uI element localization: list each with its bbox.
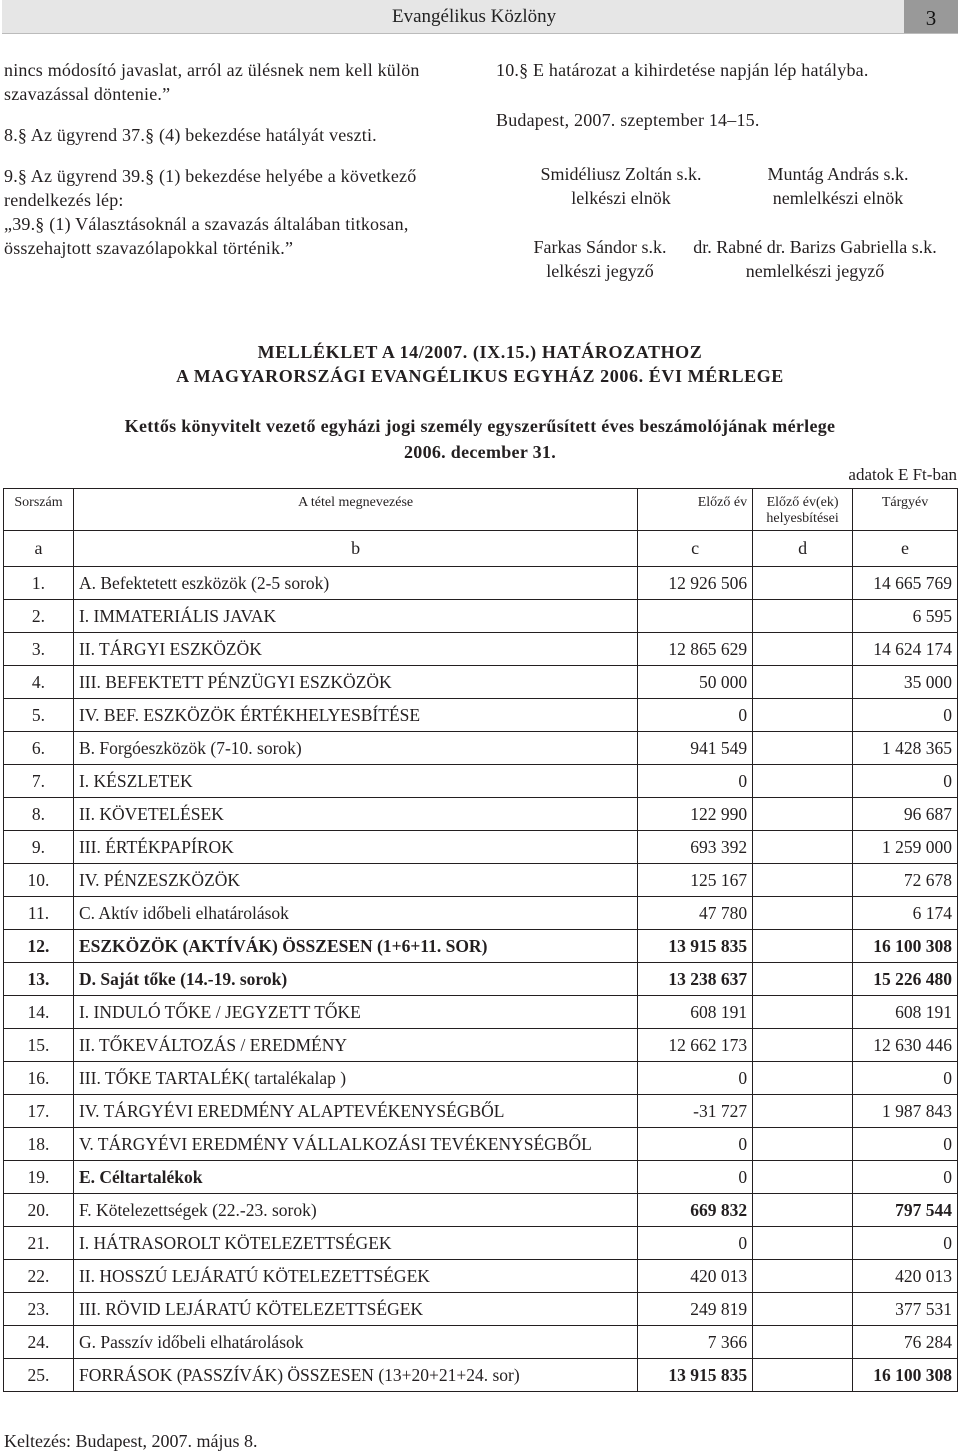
table-row	[4, 1128, 958, 1161]
journal-title: Evangélikus Közlöny	[392, 6, 557, 27]
table-row	[4, 567, 958, 600]
journal-header	[2, 0, 958, 34]
row-number: 7.	[4, 765, 74, 798]
correction-value	[753, 1326, 853, 1359]
column-letter: c	[638, 531, 753, 567]
correction-value	[753, 567, 853, 600]
row-name: IV. TÁRGYÉVI EREDMÉNY ALAPTEVÉKENYSÉGBŐL	[73, 1095, 637, 1128]
row-name: I. INDULÓ TŐKE / JEGYZETT TŐKE	[73, 996, 637, 1029]
row-number: 11.	[4, 897, 74, 930]
table-row	[4, 1029, 958, 1062]
prev-year-value: 0	[638, 1128, 753, 1161]
column-header: Tárgyév	[853, 489, 958, 531]
row-number: 19.	[4, 1161, 74, 1194]
row-number: 15.	[4, 1029, 74, 1062]
table-row	[4, 1095, 958, 1128]
table-row	[4, 897, 958, 930]
left-column-text	[4, 58, 474, 260]
signature-name: dr. Rabné dr. Barizs Gabriella s.k.	[693, 237, 937, 257]
row-name: F. Kötelezettségek (22.-23. sorok)	[73, 1194, 637, 1227]
signature-name: Farkas Sándor s.k.	[533, 237, 667, 257]
row-number: 17.	[4, 1095, 74, 1128]
column-header: Előző év	[638, 489, 753, 531]
correction-value	[753, 765, 853, 798]
left-line: rendelkezés lép:	[4, 190, 124, 210]
row-number: 12.	[4, 930, 74, 963]
annex-title: MELLÉKLET A 14/2007. (IX.15.) HATÁROZATHOZ	[257, 342, 703, 362]
row-number: 24.	[4, 1326, 74, 1359]
table-header-row	[4, 489, 958, 531]
prev-year-value: 693 392	[638, 831, 753, 864]
correction-value	[753, 1293, 853, 1326]
row-name: I. IMMATERIÁLIS JAVAK	[73, 600, 637, 633]
prev-year-value: 125 167	[638, 864, 753, 897]
prev-year-value: 13 915 835	[638, 1359, 753, 1392]
row-number: 9.	[4, 831, 74, 864]
row-name: D. Saját tőke (14.-19. sorok)	[73, 963, 637, 996]
prev-year-value: 50 000	[638, 666, 753, 699]
correction-value	[753, 798, 853, 831]
correction-value	[753, 930, 853, 963]
row-name: I. KÉSZLETEK	[73, 765, 637, 798]
correction-value	[753, 1359, 853, 1392]
current-year-value: 0	[853, 1128, 958, 1161]
table-row	[4, 930, 958, 963]
current-year-value: 0	[853, 1161, 958, 1194]
correction-value	[753, 666, 853, 699]
column-header: A tétel megnevezése	[73, 489, 637, 531]
row-name: C. Aktív időbeli elhatárolások	[73, 897, 637, 930]
current-year-value: 797 544	[853, 1194, 958, 1227]
table-row	[4, 1227, 958, 1260]
balance-date: 2006. december 31.	[403, 442, 557, 462]
correction-value	[753, 831, 853, 864]
footer-date: Keltezés: Budapest, 2007. május 8.	[4, 1431, 258, 1451]
row-number: 3.	[4, 633, 74, 666]
row-name: II. TŐKEVÁLTOZÁS / EREDMÉNY	[73, 1029, 637, 1062]
prev-year-value: 12 865 629	[638, 633, 753, 666]
signature-role: lelkészi elnök	[571, 188, 671, 208]
table-row	[4, 699, 958, 732]
table-row	[4, 1359, 958, 1392]
row-name: A. Befektetett eszközök (2-5 sorok)	[73, 567, 637, 600]
left-line: „39.§ (1) Választásoknál a szavazás általában titkosan,	[4, 214, 409, 234]
prev-year-value: 420 013	[638, 1260, 753, 1293]
row-number: 25.	[4, 1359, 74, 1392]
signature-block	[738, 162, 938, 210]
table-row	[4, 1062, 958, 1095]
left-line: összehajtott szavazólapokkal történik.”	[4, 238, 294, 258]
current-year-value: 1 259 000	[853, 831, 958, 864]
signature-block	[680, 235, 950, 283]
row-number: 6.	[4, 732, 74, 765]
prev-year-value: 12 662 173	[638, 1029, 753, 1062]
signature-role: nemlelkészi elnök	[772, 188, 904, 208]
table-row	[4, 1293, 958, 1326]
balance-subtitle: Kettős könyvitelt vezető egyházi jogi személy egyszerűsített éves beszámolójának mérlege	[124, 416, 836, 436]
table-row	[4, 831, 958, 864]
page-number: 3	[904, 0, 958, 33]
correction-value	[753, 1029, 853, 1062]
current-year-value: 377 531	[853, 1293, 958, 1326]
place-date: Budapest, 2007. szeptember 14–15.	[496, 110, 760, 130]
current-year-value: 12 630 446	[853, 1029, 958, 1062]
signature-name: Muntág András s.k.	[767, 164, 909, 184]
prev-year-value: 7 366	[638, 1326, 753, 1359]
column-letter: a	[4, 531, 74, 567]
prev-year-value: 47 780	[638, 897, 753, 930]
prev-year-value: 249 819	[638, 1293, 753, 1326]
signature-role: lelkészi jegyző	[546, 261, 654, 281]
correction-value	[753, 1260, 853, 1293]
column-letter: d	[753, 531, 853, 567]
prev-year-value: 0	[638, 1062, 753, 1095]
row-name: I. HÁTRASOROLT KÖTELEZETTSÉGEK	[73, 1227, 637, 1260]
row-number: 16.	[4, 1062, 74, 1095]
row-name: IV. PÉNZESZKÖZÖK	[73, 864, 637, 897]
row-number: 2.	[4, 600, 74, 633]
row-number: 5.	[4, 699, 74, 732]
correction-value	[753, 699, 853, 732]
row-name: III. ÉRTÉKPAPÍROK	[73, 831, 637, 864]
correction-value	[753, 1128, 853, 1161]
left-line: nincs módosító javaslat, arról az ülésnek nem kell külön	[4, 60, 420, 80]
left-line: 8.§ Az ügyrend 37.§ (4) bekezdése hatályát veszti.	[4, 125, 377, 145]
left-line: szavazással döntenie.”	[4, 84, 171, 104]
row-number: 18.	[4, 1128, 74, 1161]
signature-role: nemlelkészi jegyző	[745, 261, 885, 281]
table-row	[4, 963, 958, 996]
row-name: III. TŐKE TARTALÉK( tartalékalap )	[73, 1062, 637, 1095]
row-number: 20.	[4, 1194, 74, 1227]
current-year-value: 608 191	[853, 996, 958, 1029]
row-name: III. BEFEKTETT PÉNZÜGYI ESZKÖZÖK	[73, 666, 637, 699]
row-name: E. Céltartalékok	[73, 1161, 637, 1194]
prev-year-value: 941 549	[638, 732, 753, 765]
correction-value	[753, 996, 853, 1029]
correction-value	[753, 963, 853, 996]
column-header: Előző év(ek) helyesbítései	[753, 489, 853, 531]
current-year-value: 76 284	[853, 1326, 958, 1359]
current-year-value: 72 678	[853, 864, 958, 897]
current-year-value: 15 226 480	[853, 963, 958, 996]
current-year-value: 0	[853, 765, 958, 798]
column-letter: e	[853, 531, 958, 567]
current-year-value: 0	[853, 1062, 958, 1095]
row-number: 10.	[4, 864, 74, 897]
row-number: 1.	[4, 567, 74, 600]
table-row	[4, 1161, 958, 1194]
table-row	[4, 666, 958, 699]
row-number: 14.	[4, 996, 74, 1029]
annex-title: A MAGYARORSZÁGI EVANGÉLIKUS EGYHÁZ 2006. ÉVI MÉRLEGE	[176, 366, 784, 386]
current-year-value: 0	[853, 1227, 958, 1260]
current-year-value: 1 987 843	[853, 1095, 958, 1128]
current-year-value: 0	[853, 699, 958, 732]
prev-year-value: 0	[638, 765, 753, 798]
prev-year-value: 122 990	[638, 798, 753, 831]
prev-year-value: 0	[638, 1227, 753, 1260]
row-name: II. HOSSZÚ LEJÁRATÚ KÖTELEZETTSÉGEK	[73, 1260, 637, 1293]
row-number: 8.	[4, 798, 74, 831]
column-letter: b	[73, 531, 637, 567]
prev-year-value: 0	[638, 699, 753, 732]
current-year-value: 1 428 365	[853, 732, 958, 765]
table-row	[4, 1260, 958, 1293]
row-name: B. Forgóeszközök (7-10. sorok)	[73, 732, 637, 765]
current-year-value: 16 100 308	[853, 930, 958, 963]
row-name: FORRÁSOK (PASSZÍVÁK) ÖSSZESEN (13+20+21+24. sor)	[73, 1359, 637, 1392]
table-letter-row	[4, 531, 958, 567]
current-year-value: 6 595	[853, 600, 958, 633]
current-year-value: 14 624 174	[853, 633, 958, 666]
row-name: G. Passzív időbeli elhatárolások	[73, 1326, 637, 1359]
row-number: 21.	[4, 1227, 74, 1260]
table-row	[4, 732, 958, 765]
column-header: Sorszám	[4, 489, 74, 531]
table-row	[4, 765, 958, 798]
current-year-value: 35 000	[853, 666, 958, 699]
signature-block	[500, 235, 700, 283]
units-note: adatok E Ft-ban	[848, 465, 957, 484]
prev-year-value: 0	[638, 1161, 753, 1194]
row-number: 13.	[4, 963, 74, 996]
table-row	[4, 798, 958, 831]
row-name: II. KÖVETELÉSEK	[73, 798, 637, 831]
table-row	[4, 996, 958, 1029]
correction-value	[753, 600, 853, 633]
prev-year-value: -31 727	[638, 1095, 753, 1128]
current-year-value: 420 013	[853, 1260, 958, 1293]
row-number: 4.	[4, 666, 74, 699]
prev-year-value: 12 926 506	[638, 567, 753, 600]
prev-year-value	[638, 600, 753, 633]
correction-value	[753, 1194, 853, 1227]
current-year-value: 14 665 769	[853, 567, 958, 600]
correction-value	[753, 1095, 853, 1128]
row-name: ESZKÖZÖK (AKTÍVÁK) ÖSSZESEN (1+6+11. SOR)	[73, 930, 637, 963]
correction-value	[753, 633, 853, 666]
table-row	[4, 633, 958, 666]
correction-value	[753, 1161, 853, 1194]
correction-value	[753, 732, 853, 765]
correction-value	[753, 864, 853, 897]
right-column-text	[496, 58, 956, 132]
row-name: IV. BEF. ESZKÖZÖK ÉRTÉKHELYESBÍTÉSE	[73, 699, 637, 732]
row-name: III. RÖVID LEJÁRATÚ KÖTELEZETTSÉGEK	[73, 1293, 637, 1326]
table-row	[4, 864, 958, 897]
prev-year-value: 608 191	[638, 996, 753, 1029]
signature-block	[512, 162, 730, 210]
table-row	[4, 1194, 958, 1227]
current-year-value: 16 100 308	[853, 1359, 958, 1392]
prev-year-value: 13 238 637	[638, 963, 753, 996]
correction-value	[753, 897, 853, 930]
prev-year-value: 669 832	[638, 1194, 753, 1227]
current-year-value: 96 687	[853, 798, 958, 831]
paragraph-10: 10.§ E határozat a kihirdetése napján lép hatályba.	[496, 60, 869, 80]
balance-table	[3, 488, 958, 1392]
prev-year-value: 13 915 835	[638, 930, 753, 963]
left-line: 9.§ Az ügyrend 39.§ (1) bekezdése helyébe a következő	[4, 166, 417, 186]
current-year-value: 6 174	[853, 897, 958, 930]
row-name: II. TÁRGYI ESZKÖZÖK	[73, 633, 637, 666]
signature-name: Smidéliusz Zoltán s.k.	[540, 164, 702, 184]
table-row	[4, 600, 958, 633]
correction-value	[753, 1227, 853, 1260]
row-number: 23.	[4, 1293, 74, 1326]
table-row	[4, 1326, 958, 1359]
correction-value	[753, 1062, 853, 1095]
row-number: 22.	[4, 1260, 74, 1293]
row-name: V. TÁRGYÉVI EREDMÉNY VÁLLALKOZÁSI TEVÉKENYSÉGBŐL	[73, 1128, 637, 1161]
